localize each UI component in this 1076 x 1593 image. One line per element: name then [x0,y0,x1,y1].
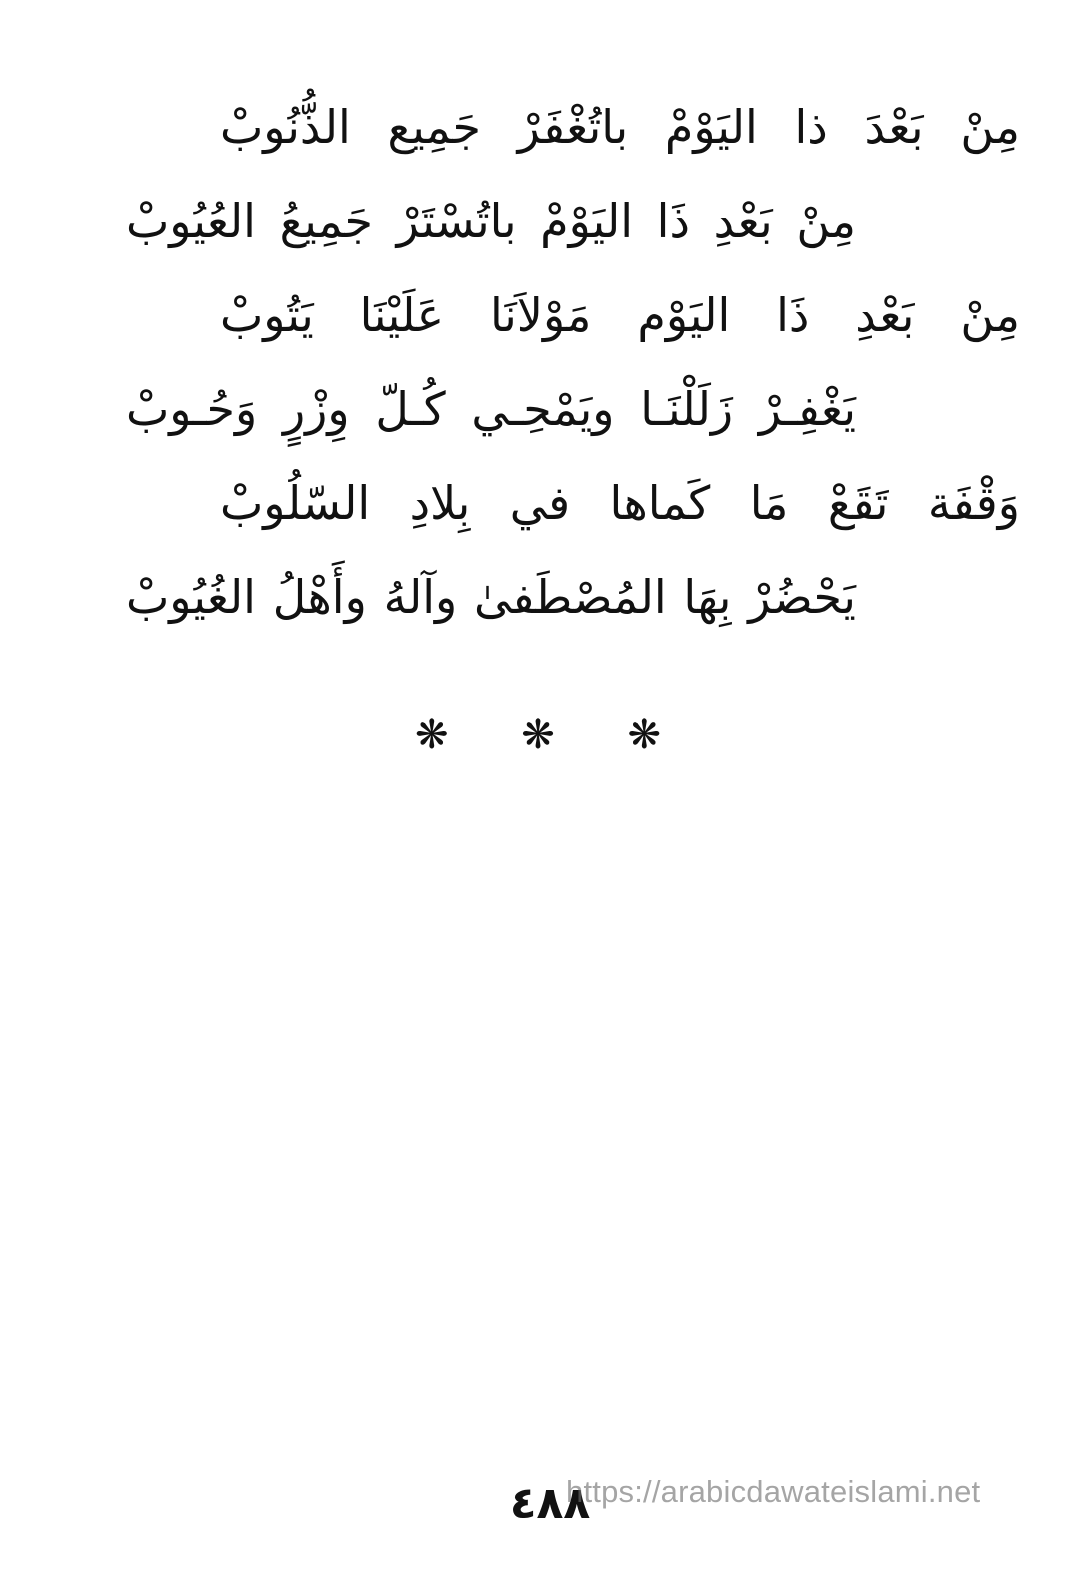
section-divider [0,712,1076,758]
divider-asterisk-icon: ❋ [627,712,661,758]
poem-line-1: مِنْ بَعْدَ ذا اليَوْمْ باتُغْفَرْ جَمِيع الذُّنُوبْ [220,100,1020,154]
poem-line-5: وَقْفَة تَقَعْ مَا كَماها في بِلادِ السّلُوبْ [220,476,1020,530]
watermark-url: https://arabicdawateislami.net [566,1474,981,1509]
page-number: ٤٨٨ [509,1478,591,1529]
divider-asterisk-icon: ❋ [415,712,449,758]
poem-line-4: يَغْفِـرْ زَلَلْنَـا ويَمْحِـي كُـلّ وِزْرٍ وَحُـوبْ [126,382,856,436]
poem-line-2: مِنْ بَعْدِ ذَا اليَوْمْ باتُسْتَرْ جَمِيعُ العُيُوبْ [126,194,856,248]
poem-line-6: يَحْضُرْ بِهَا المُصْطَفىٰ وآلهُ وأَهْلُ الغُيُوبْ [126,570,856,624]
divider-asterisk-icon: ❋ [521,712,555,758]
poem-line-3: مِنْ بَعْدِ ذَا اليَوْم مَوْلاَنَا عَلَيْنَا يَتُوبْ [220,288,1020,342]
